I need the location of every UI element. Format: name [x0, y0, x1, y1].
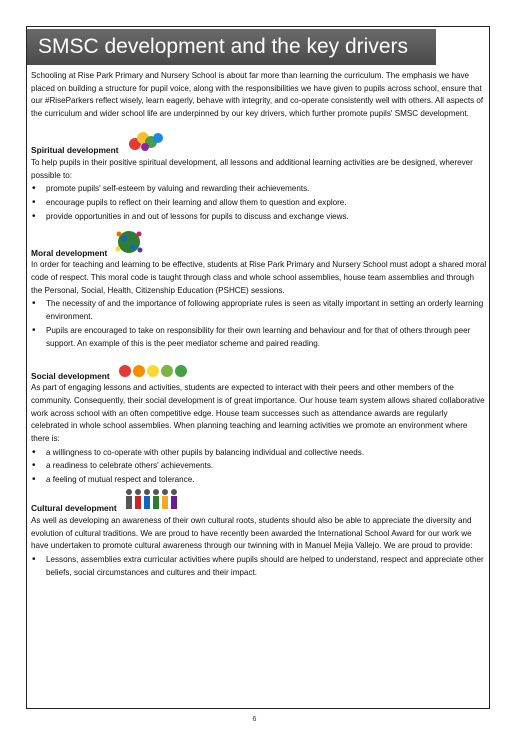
section-cultural — [31, 493, 487, 580]
people-icon — [125, 488, 183, 515]
list-item: • provide opportunities in and out of lessons for pupils to discuss and exchange views. — [31, 211, 487, 224]
main-content — [31, 70, 487, 580]
section-heading-row — [31, 237, 487, 259]
faces-icon — [118, 364, 190, 383]
section-spiritual — [31, 135, 487, 224]
page-title: SMSC development and the key drivers — [27, 29, 436, 65]
section-heading: Social development — [31, 370, 110, 381]
list-item: • Lessons, assemblies extra curricular activities where pupils should are helped to understand, respect and appreciate other beliefs, social circumstances and cultures and their impact. — [31, 554, 487, 579]
section-heading-row — [31, 135, 487, 157]
section-social — [31, 360, 487, 487]
list-item: • a willingness to co-operate with other pupils by balancing individual and collective needs. — [31, 447, 487, 460]
section-heading-row — [31, 493, 487, 515]
list-item: • a readiness to celebrate others' achievements. — [31, 460, 487, 473]
globe-icon — [115, 229, 143, 260]
spiritual-icon — [127, 130, 165, 157]
list-item: • The necessity of and the importance of following appropriate rules is seen as vitally important in setting an orderly learning environment. — [31, 298, 487, 323]
bullet-list — [31, 554, 487, 579]
intro-paragraph: Schooling at Rise Park Primary and Nursery School is about far more than learning the curriculum. The emphasis we have placed on building a structure for pupil voice, along with the responsibilities we have given to pupils across school, ensure that our #RiseParkers reflect wisely, learn eagerly, behave with integrity, and co-operate consistently well with others. All aspects of the curriculum and wider school life are underpinned by our key drivers, which further promote pupils' SMSC development. — [31, 71, 484, 119]
list-item: • Pupils are encouraged to take on responsibility for their own learning and behaviour and for that of others through peer support. An example of this is the peer mediator scheme and paired reading. — [31, 325, 487, 350]
section-heading-row — [31, 360, 487, 382]
section-text: As part of engaging lessons and activities, students are expected to interact with their peers and other members of the community. Consequently, their social development is of great importance. Our house team system allows shared collaborative work across school with an often competitive edge. House team successes such as attendance awards are regularly celebrated in whole school assemblies. When planning teaching and learning activities we promote an environment where there is: — [31, 383, 485, 444]
section-moral — [31, 237, 487, 350]
section-text: As well as developing an awareness of their own cultural roots, students should also be able to appreciate the diversity and evolution of cultural traditions. We are proud to have recently been awarded the International School Award for our work we have undertaken to promote cultural awareness through our twinning with in Manuel Mejia Vallejo. We are proud to provide: — [31, 515, 473, 551]
page-number: 6 — [252, 716, 257, 723]
list-item: • promote pupils' self-esteem by valuing and rewarding their achievements. — [31, 183, 487, 196]
bullet-list — [31, 183, 487, 223]
section-heading: Spiritual development — [31, 145, 119, 156]
section-text: In order for teaching and learning to be effective, students at Rise Park Primary and Nursery School must adopt a shared moral code of respect. This moral code is taught through class and whole school assemblies, house team assemblies and through the Personal, Social, Health, Citizenship Education (PSHCE) sessions. — [31, 260, 487, 295]
list-item: • encourage pupils to reflect on their learning and allow them to question and explore. — [31, 197, 487, 210]
section-heading: Moral development — [31, 247, 108, 258]
section-text: To help pupils in their positive spiritual development, all lessons and additional learning activities are be designed, wherever possible to: — [31, 157, 473, 180]
list-item: • a feeling of mutual respect and tolerance. — [31, 474, 487, 487]
bullet-list — [31, 298, 487, 350]
section-heading: Cultural development — [31, 503, 117, 514]
bullet-list — [31, 447, 487, 487]
